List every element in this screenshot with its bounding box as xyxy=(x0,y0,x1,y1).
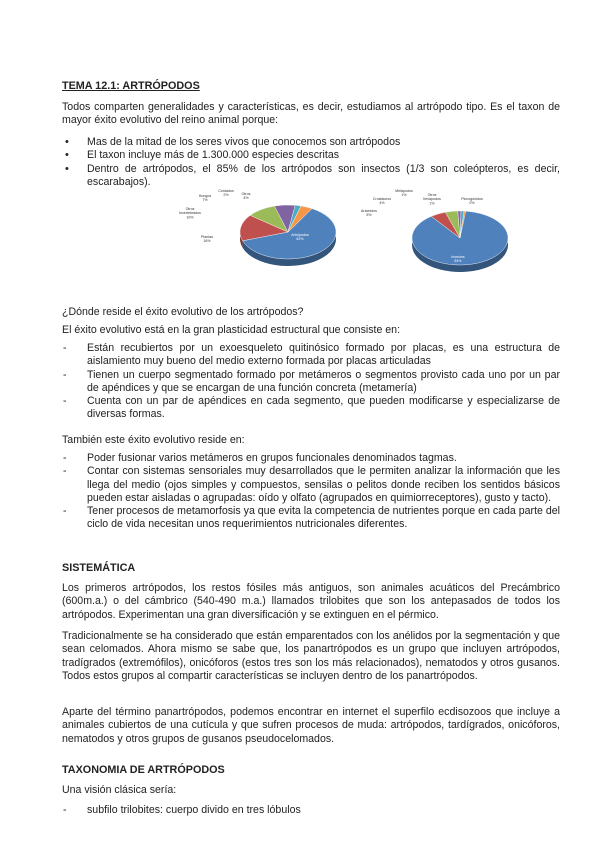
plasticity-intro: El éxito evolutivo está en la gran plasticidad estructural que consiste en: xyxy=(62,324,401,336)
pie-label: Crustáceos 4% xyxy=(372,197,392,206)
list-item: • Mas de la mitad de los seres vivos que conocemos son artrópodos xyxy=(62,136,560,149)
taxonomy-heading: TAXONOMIA DE ARTRÓPODOS xyxy=(62,764,225,776)
question-paragraph: ¿Dónde reside el éxito evolutivo de los artrópodos? xyxy=(62,306,304,318)
systematics-paragraph: Aparte del término panartrópodos, podemos encontrar en internet el superfilo ecdisozoos que incluye a animales cubiertos de una cutícula y que sufren procesos de muda: artrópodos, tardígrados, onicóforos, nematodos y otros grupos de gusanos pseudocelomados. xyxy=(62,706,560,745)
intro-paragraph: Todos comparten generalidades y características, es decir, estudiamos al artrópodo tipo. Es el taxon de mayor éxito evolutivo del reino animal porque: xyxy=(62,101,560,127)
list-item: - Cuenta con un par de apéndices en cada segmento, que pueden modificarse y especializarse de diversas formas. xyxy=(62,395,560,422)
pie-label: Otros Invertebrados 10% xyxy=(179,207,201,220)
pie-label: Insectos 84% xyxy=(451,255,465,264)
systematics-paragraph: Los primeros artrópodos, los restos fósiles más antiguos, son animales acuáticos del Precámbrico (600m.a.) o del cámbrico (540-490 m.a.) llamados trilobites que son los antepasados de todos los artrópodos. Experimentan una gran diversificación y se extinguen en el pérmico. xyxy=(62,582,560,621)
list-item: - Están recubiertos por un exoesqueleto quitinósico formado por placas, es una estructura de aislamiento muy bueno del medio externo formada por placas articuladas xyxy=(62,342,560,369)
page-title: TEMA 12.1: ARTRÓPODOS xyxy=(62,80,200,92)
bullet-list xyxy=(62,136,560,189)
taxonomy-list xyxy=(62,804,560,817)
pie-label: Otros hexápodos 1% xyxy=(423,193,441,206)
list-item: - subfilo trilobites: cuerpo divido en tres lóbulos xyxy=(62,804,560,817)
plasticity-list xyxy=(62,342,560,422)
pie-chart-living-beings xyxy=(170,186,340,274)
systematics-heading: SISTEMÁTICA xyxy=(62,562,136,574)
list-item: - Tener procesos de metamorfosis ya que evita la competencia de nutrientes porque en cada parte del ciclo de vida necesitan unos requerimientos nutricionales diferentes. xyxy=(62,505,560,532)
list-item: - Contar con sistemas sensoriales muy desarrollados que le permiten analizar la información que les llega del medio (ojos simples y compuestos, sensilas o pelitos donde reciben los sentidos básicos pueden estar aisladas o agrupadas: oído y olfato (agrupados en quimiorreceptores), gusto y tacto). xyxy=(62,465,560,505)
list-item: • Dentro de artrópodos, el 85% de los artrópodos son insectos (1/3 son coleópteros, es decir, escarabajos). xyxy=(62,163,560,190)
also-intro: También este éxito evolutivo reside en: xyxy=(62,434,245,446)
pie-label: Artrópodos 62% xyxy=(291,233,309,242)
pie-label: Hongos 7% xyxy=(198,194,212,203)
pie-chart-arthropods xyxy=(350,186,510,274)
pie-label: Plantas 16% xyxy=(201,235,213,244)
pie-label: Miriápodos 1% xyxy=(395,189,413,198)
pie-label: Cordados 2% xyxy=(218,189,234,198)
taxonomy-intro: Una visión clásica sería: xyxy=(62,784,177,796)
list-item: - Poder fusionar varios metámeros en grupos funcionales denominados tagmas. xyxy=(62,452,560,465)
pie-label: Picnogónidos 0% xyxy=(461,197,483,206)
list-item: - Tienen un cuerpo segmentado formado por metámeros o segmentos provisto cada uno por un par de apéndices y que se encargan de una función concreta (metamería) xyxy=(62,369,560,396)
pie-label: Arácnidos 5% xyxy=(361,209,377,218)
systematics-paragraph: Tradicionalmente se ha considerado que están emparentados con los anélidos por la segmentación y que sean celomados. Ahora mismo se sabe que, los panartrópodos es un grupo que incluyen artrópodos, tradígrados (extremófilos), onicóforos (estos tres son los más relacionados), nematodos y otros gusanos. Todos estos grupos al compartir características se incluyen dentro de los panartrópodos. xyxy=(62,630,560,682)
pie-label: Otros 4% xyxy=(241,192,251,201)
list-item: • El taxon incluye más de 1.300.000 especies descritas xyxy=(62,149,560,162)
also-list xyxy=(62,452,560,532)
